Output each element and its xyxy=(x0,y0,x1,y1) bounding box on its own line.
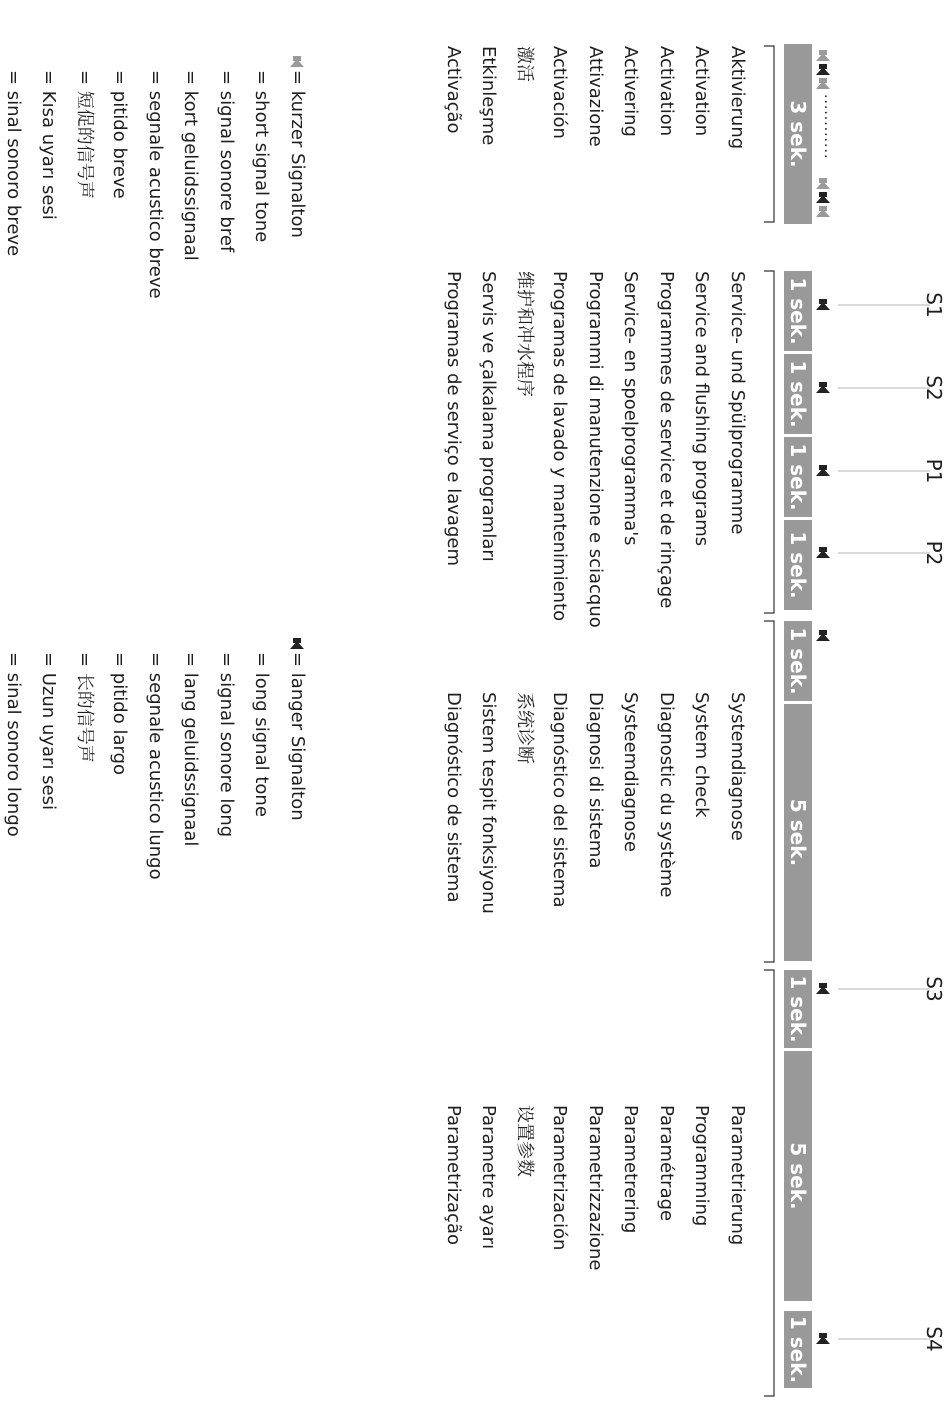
long-signal-icon xyxy=(816,1333,830,1345)
list-item: Activación xyxy=(549,46,571,139)
list-item: Parametrización xyxy=(549,1105,571,1251)
bar-diagnosis-1sek: 1 sek. xyxy=(784,621,812,701)
list-item: Programas de serviço e lavagem xyxy=(443,271,464,566)
list-item: 设置参数 xyxy=(514,1105,535,1177)
parameter-labels xyxy=(436,1105,756,1270)
bar-s4-1sek: 1 sek. xyxy=(784,1311,812,1388)
legend-item: = short signal tone xyxy=(251,70,273,243)
marker-p1: P1 xyxy=(922,458,946,484)
legend-item: = pitido largo xyxy=(109,652,131,776)
marker-s4: S4 xyxy=(922,1326,946,1352)
signal-repeat-dots: ............ xyxy=(821,94,837,160)
parameter-bracket xyxy=(764,970,774,1396)
legend-item: = sinal sonoro longo xyxy=(3,652,24,837)
long-signal-icon xyxy=(816,465,830,477)
list-item: Activering xyxy=(620,46,642,137)
diagnosis-labels xyxy=(436,692,756,914)
list-item: Activation xyxy=(656,46,677,137)
list-item: Programas de lavado y mantenimiento xyxy=(549,271,571,622)
list-item: 维护和冲水程序 xyxy=(514,271,535,397)
bar-s3-1sek: 1 sek. xyxy=(784,970,812,1048)
long-signal-icon xyxy=(816,192,830,204)
list-item: Attivazione xyxy=(585,46,606,147)
legend-item: = signal sonore bref xyxy=(216,70,237,253)
list-item: 激活 xyxy=(514,46,535,82)
list-item: Programmi di manutenzione e sciacquo xyxy=(585,271,606,628)
list-item: Etkinleşme xyxy=(478,46,500,146)
list-item: Parametre ayarı xyxy=(478,1105,500,1250)
list-item: Parametrierung xyxy=(727,1105,748,1246)
short-signal-icon xyxy=(816,50,830,62)
short-signal-icon xyxy=(816,78,830,90)
bar-activation-3sek: 3 sek. xyxy=(784,44,812,224)
legend-item: = segnale acustico breve xyxy=(145,70,166,299)
legend-item: = langer Signalton xyxy=(287,652,308,821)
long-signal-icon xyxy=(816,382,830,394)
list-item: Programmes de service et de rinçage xyxy=(656,271,677,609)
legend-item: = signal sonore long xyxy=(216,652,237,838)
bar-p2-1sek: 1 sek. xyxy=(784,520,812,610)
legend-item: = sinal sonoro breve xyxy=(3,70,24,257)
long-signal-icon xyxy=(816,64,830,76)
list-item: Activação xyxy=(443,46,464,134)
bar-p1-1sek: 1 sek. xyxy=(784,437,812,517)
marker-s1: S1 xyxy=(922,292,946,318)
legend-item: = 长的信号声 xyxy=(74,652,95,763)
bar-parameter-5sek: 5 sek. xyxy=(784,1051,812,1301)
long-signal-icon xyxy=(816,983,830,995)
legend-item: = lang geluidssignaal xyxy=(180,652,202,847)
short-signal-icon xyxy=(816,206,830,218)
list-item: 系统诊断 xyxy=(514,692,535,764)
service-bracket xyxy=(764,271,774,613)
list-item: Systemdiagnose xyxy=(727,692,748,841)
marker-s2: S2 xyxy=(922,375,946,401)
marker-p2: P2 xyxy=(922,540,946,566)
diagnosis-bracket xyxy=(764,621,774,962)
short-signal-icon xyxy=(816,178,830,190)
long-signal-icon xyxy=(816,630,830,642)
list-item: Programming xyxy=(691,1105,713,1227)
list-item: Service- und Spülprogramme xyxy=(727,271,748,535)
list-item: Service- en spoelprogramma's xyxy=(620,271,642,546)
legend-long xyxy=(0,626,315,880)
list-item: Service and flushing programs xyxy=(691,271,713,547)
list-item: System check xyxy=(691,692,713,818)
legend-item: = pitido breve xyxy=(109,70,131,199)
list-item: Parametrering xyxy=(620,1105,642,1234)
legend-item: = segnale acustico lungo xyxy=(145,652,166,880)
list-item: Diagnóstico del sistema xyxy=(549,692,571,908)
legend-item: = Uzun uyarı sesi xyxy=(38,652,60,811)
legend-item: = 短促的信号声 xyxy=(74,70,95,199)
list-item: Diagnosi di sistema xyxy=(585,692,606,869)
list-item: Aktivierung xyxy=(727,46,748,150)
legend-item: = kort geluidssignaal xyxy=(180,70,202,261)
bar-s2-1sek: 1 sek. xyxy=(784,354,812,434)
list-item: Paramétrage xyxy=(656,1105,677,1222)
list-item: Diagnostic du système xyxy=(656,692,677,898)
list-item: Servis ve çalkalama programları xyxy=(478,271,500,562)
activation-bracket xyxy=(764,46,774,222)
legend-short xyxy=(0,44,315,299)
list-item: Sistem tespit fonksiyonu xyxy=(478,692,500,914)
service-labels xyxy=(436,271,756,628)
marker-s3: S3 xyxy=(922,976,946,1002)
legend-item: = Kısa uyarı sesi xyxy=(38,70,60,220)
list-item: Parametrizzazione xyxy=(585,1105,606,1271)
bar-diagnosis-5sek: 5 sek. xyxy=(784,704,812,961)
activation-labels xyxy=(436,46,756,149)
bar-s1-1sek: 1 sek. xyxy=(784,271,812,351)
legend-item: = kurzer Signalton xyxy=(287,70,308,238)
list-item: Parametrização xyxy=(443,1105,464,1245)
legend-item: = long signal tone xyxy=(251,652,273,817)
long-signal-icon xyxy=(816,299,830,311)
list-item: Systeemdiagnose xyxy=(620,692,642,852)
list-item: Diagnóstico de sistema xyxy=(443,692,464,903)
list-item: Activation xyxy=(691,46,713,137)
long-signal-icon xyxy=(816,547,830,559)
